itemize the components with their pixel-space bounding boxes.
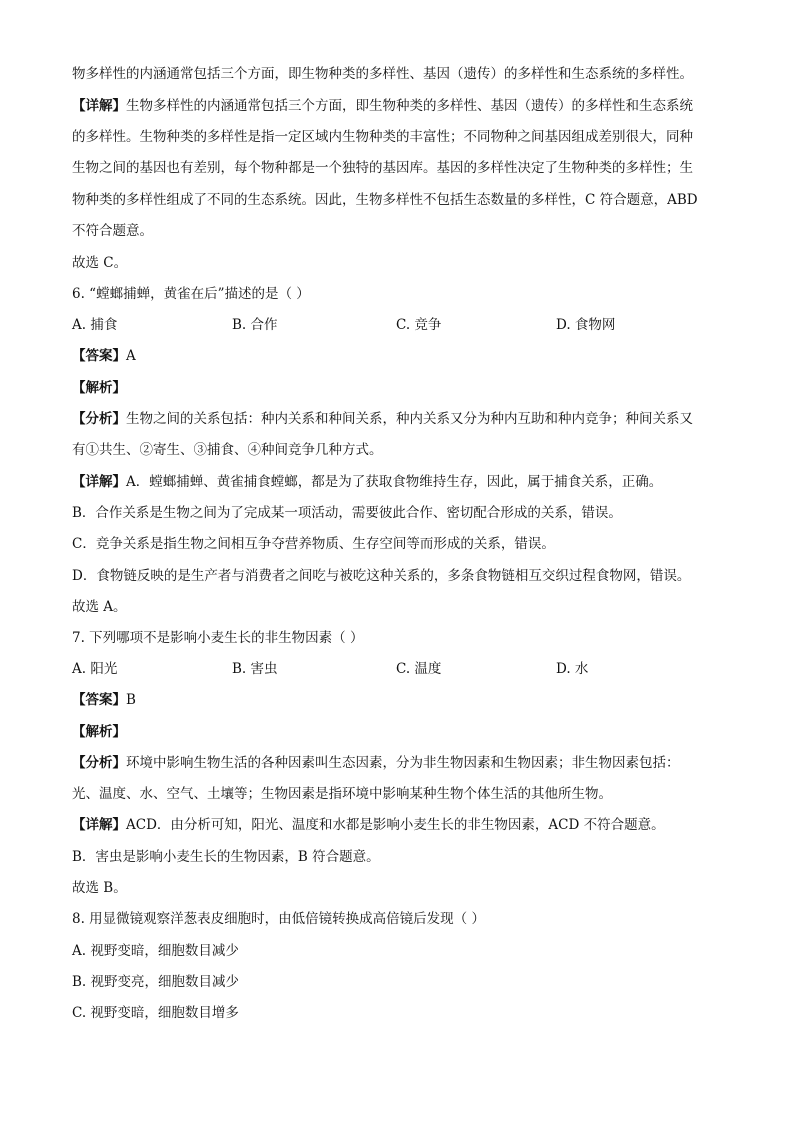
paragraph-line: 【分析】生物之间的关系包括：种内关系和种间关系，种内关系又分为种内互助和种内竞争；种间关系又 <box>72 411 693 427</box>
paragraph-line: 光、温度、水、空气、土壤等；生物因素是指环境中影响某种生物个体生活的其他所生物。 <box>72 786 612 802</box>
paragraph-line: 生物之间的基因也有差别，每个物种都是一个独特的基因库。基因的多样性决定了生物种类的多样性；生 <box>72 160 693 176</box>
paragraph-line: 【详解】ACD．由分析可知，阳光、温度和水都是影响小麦生长的非生物因素，ACD 不符合题意。 <box>72 817 665 833</box>
q6-option-a: A. 捕食 <box>72 317 118 333</box>
conclusion-line: 故选 B。 <box>72 880 127 896</box>
q7-option-d: D. 水 <box>556 661 589 677</box>
q7-option-a: A. 阳光 <box>72 661 118 677</box>
q7-option-c: C. 温度 <box>396 661 442 677</box>
paragraph-line: C．竞争关系是指生物之间相互争夺营养物质、生存空间等而形成的关系，错误。 <box>72 536 555 552</box>
question-8: 8. 用显微镜观察洋葱表皮细胞时，由低倍镜转换成高倍镜后发现（ ） <box>72 911 485 927</box>
conclusion-line: 故选 C。 <box>72 255 128 271</box>
conclusion-line: 故选 A。 <box>72 599 127 615</box>
q8-option-a: A. 视野变暗，细胞数目减少 <box>72 943 239 959</box>
paragraph-line: B．合作关系是生物之间为了完成某一项活动，需要彼此合作、密切配合形成的关系，错误。 <box>72 505 622 521</box>
paragraph-line: 【详解】生物多样性的内涵通常包括三个方面，即生物种类的多样性、基因（遗传）的多样性和生态系统 <box>72 98 693 114</box>
paragraph-line: D．食物链反映的是生产者与消费者之间吃与被吃这种关系的，多条食物链相互交织过程食物网，错误。 <box>72 568 691 584</box>
analysis-heading: 【解析】 <box>72 380 126 396</box>
paragraph-line: B．害虫是影响小麦生长的生物因素，B 符合题意。 <box>72 849 380 865</box>
paragraph-line: 【分析】环境中影响生物生活的各种因素叫生态因素，分为非生物因素和生物因素；非生物因素包括： <box>72 755 680 771</box>
answer-line: 【答案】B <box>72 692 136 708</box>
paragraph-line: 的多样性。生物种类的多样性是指一定区域内生物种类的丰富性；不同物种之间基因组成差别很大，同种 <box>72 129 693 145</box>
q6-option-c: C. 竞争 <box>396 317 442 333</box>
q7-option-b: B. 害虫 <box>232 661 278 677</box>
question-6: 6. “螳螂捕蝉，黄雀在后”描述的是（ ） <box>72 286 310 302</box>
question-7: 7. 下列哪项不是影响小麦生长的非生物因素（ ） <box>72 630 364 646</box>
q8-option-b: B. 视野变亮，细胞数目减少 <box>72 974 240 990</box>
answer-line: 【答案】A <box>72 348 136 364</box>
detail-tag: 【详解】 <box>72 98 126 114</box>
paragraph-line: 不符合题意。 <box>72 223 153 239</box>
q6-option-d: D. 食物网 <box>556 317 616 333</box>
paragraph-line: 物种类的多样性组成了不同的生态系统。因此，生物多样性不包括生态数量的多样性，C 符合题意，ABD <box>72 192 698 208</box>
paragraph-line: 物多样性的内涵通常包括三个方面，即生物种类的多样性、基因（遗传）的多样性和生态系统的多样性。 <box>72 66 693 82</box>
analysis-heading: 【解析】 <box>72 724 126 740</box>
q8-option-c: C. 视野变暗，细胞数目增多 <box>72 1005 239 1021</box>
q6-option-b: B. 合作 <box>232 317 278 333</box>
paragraph-line: 【详解】A．螳螂捕蝉、黄雀捕食螳螂，都是为了获取食物维持生存，因此，属于捕食关系，正确。 <box>72 474 663 490</box>
paragraph-line: 有①共生、②寄生、③捕食、④种间竞争几种方式。 <box>72 442 383 458</box>
